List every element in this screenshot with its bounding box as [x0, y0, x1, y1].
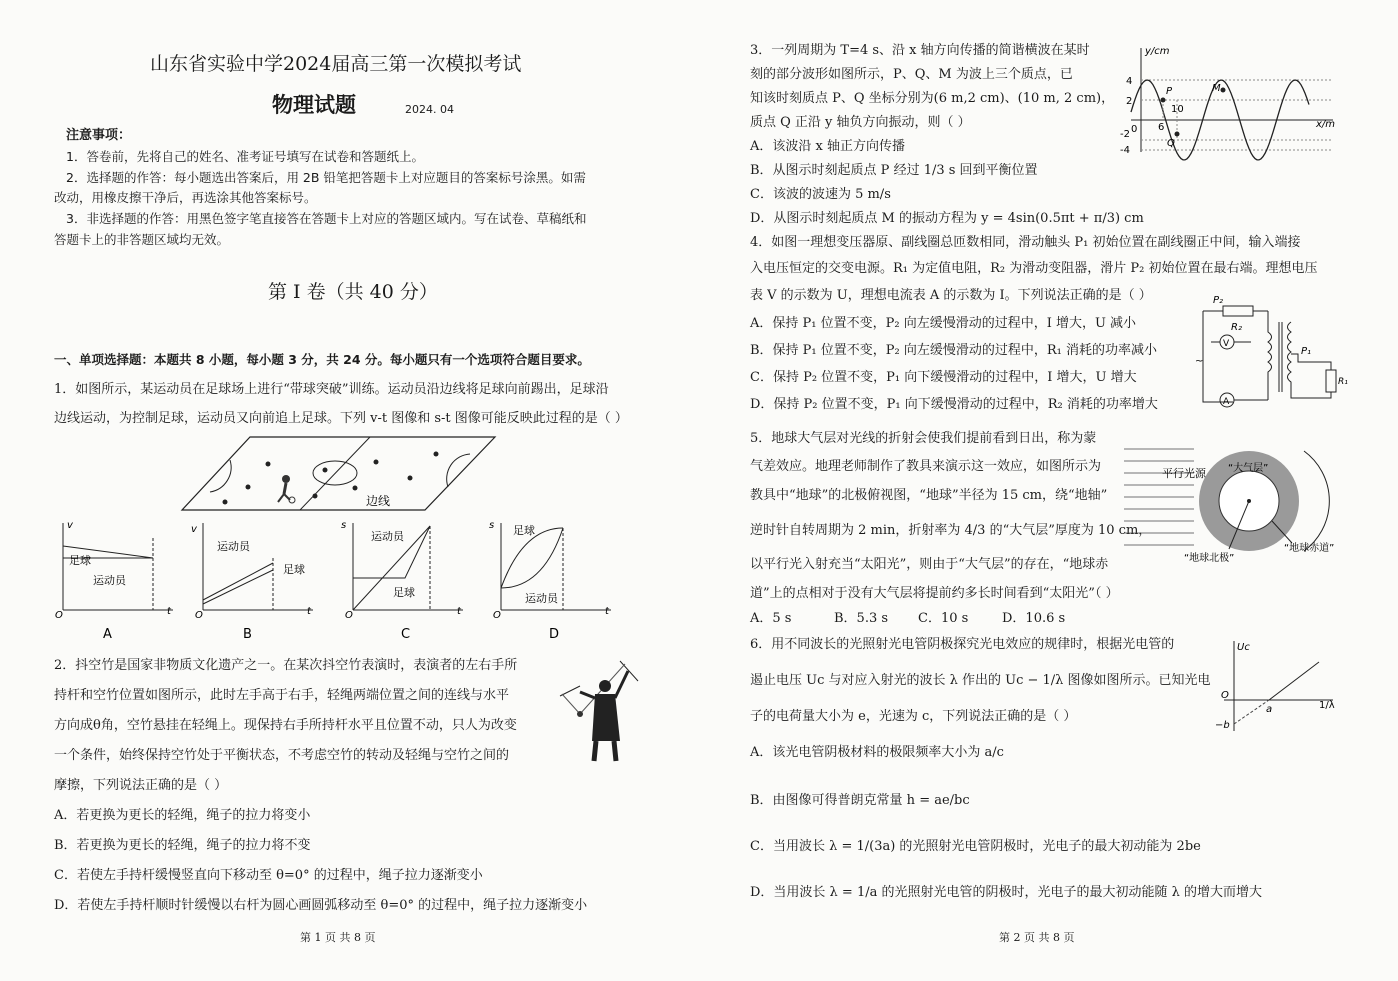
- svg-text:运动员: 运动员: [525, 592, 558, 605]
- atmosphere-figure: [1124, 443, 1364, 568]
- svg-text:R₂: R₂: [1231, 322, 1242, 333]
- svg-text:A: A: [1223, 397, 1230, 407]
- svg-text:足球: 足球: [513, 524, 535, 537]
- svg-text:v: v: [67, 520, 73, 531]
- svg-text:“地球赤道”: “地球赤道”: [1284, 543, 1335, 554]
- q5-option-a: A．5 s: [750, 611, 792, 626]
- svg-text:t: t: [307, 606, 311, 617]
- q6-option-b: B．由图像可得普朗克常量 h = ae/bc: [750, 793, 970, 808]
- q2-line: 摩擦，下列说法正确的是（ ）: [54, 778, 228, 793]
- light-source-label: [1162, 466, 1207, 480]
- graph-c: [341, 520, 463, 642]
- q1-line: 边线运动，为控制足球，运动员又向前追上足球。下列 v-t 图像和 s-t 图像可能反映此过程的是（ ）: [54, 411, 628, 426]
- q5-line: 逆时针自转周期为 2 min，折射率为 4/3 的“大气层”厚度为 10 cm，: [750, 523, 1152, 538]
- svg-text:x/m: x/m: [1316, 119, 1336, 130]
- exam-title: 山东省实验中学2024届高三第一次模拟考试: [150, 53, 522, 75]
- svg-text:~: ~: [1195, 356, 1204, 367]
- resistor-r2: [1223, 306, 1253, 316]
- option-letter: C: [401, 627, 411, 642]
- q5-line: 气差效应。地理老师制作了教具来演示这一效应，如图所示为: [750, 459, 1102, 474]
- q3-option-b: B．从图示时刻起质点 P 经过 1/3 s 回到平衡位置: [750, 163, 1038, 178]
- q6-option-c: C．当用波长 λ = 1/(3a) 的光照射光电管阴极时，光电子的最大初动能为 2be: [750, 839, 1201, 854]
- page-footer: 第 1 页 共 8 页: [300, 931, 376, 944]
- field-outline: [182, 437, 495, 510]
- q2-option-a: A．若更换为更长的轻绳，绳子的拉力将变小: [54, 808, 311, 823]
- player-figure: [278, 475, 295, 503]
- svg-text:O: O: [1221, 690, 1229, 701]
- svg-text:P₂: P₂: [1213, 295, 1224, 306]
- svg-text:R₁: R₁: [1338, 377, 1348, 387]
- graph-d: [489, 520, 611, 642]
- q6-option-a: A．该光电管阴极材料的极限频率大小为 a/c: [750, 745, 1004, 760]
- q5-line: 道”上的点相对于没有大气层将提前约多长时间看到“太阳光”（ ）: [750, 586, 1119, 601]
- q2-option-c: C．若使左手持杆缓慢竖直向下移动至 θ=0° 的过程中，绳子拉力逐渐变小: [54, 868, 483, 883]
- sideline-label: 边线: [366, 494, 391, 508]
- q2-line: 持杆和空竹位置如图所示，此时左手高于右手，轻绳两端位置之间的连线与水平: [54, 688, 510, 703]
- point-m: M: [1212, 83, 1221, 94]
- svg-text:−b: −b: [1215, 720, 1230, 731]
- notice-heading: 注意事项：: [66, 128, 132, 143]
- q2-option-d: D．若使左手持杆顺时针缓慢以右杆为圆心画圆弧移动至 θ=0° 的过程中，绳子拉力逐渐变小: [54, 898, 588, 913]
- q3-line: 知该时刻质点 P、Q 坐标分别为(6 m,2 cm)、(10 m, 2 cm)，: [750, 91, 1115, 106]
- graph-a: [55, 520, 173, 642]
- diabolo-performer-figure: [550, 656, 650, 766]
- svg-text:t: t: [167, 606, 171, 617]
- q2-line: 一个条件，始终保持空竹处于平衡状态，不考虑空竹的转动及轻绳与空竹之间的: [54, 748, 510, 763]
- q6-line: 遏止电压 Uc 与对应入射光的波长 λ 作出的 Uc − 1/λ 图像如图所示。已知光电: [750, 673, 1211, 688]
- q5-option-b: B．5.3 s: [834, 611, 889, 626]
- svg-text:V: V: [1223, 339, 1230, 349]
- q2-option-b: B．若更换为更长的轻绳，绳子的拉力将不变: [54, 838, 311, 853]
- part1-heading: 一、单项选择题：本题共 8 小题，每小题 3 分，共 24 分。每小题只有一个选项符合题目要求。: [54, 352, 590, 367]
- notice-item: 答题卡上的非答题区域均无效。: [54, 232, 230, 247]
- q5-line: 以平行光入射充当“太阳光”，则由于“大气层”的存在，“地球赤: [750, 557, 1109, 572]
- light-source-text: 平行光源: [1162, 467, 1206, 480]
- q4-option-a: A．保持 P₁ 位置不变，P₂ 向左缓慢滑动的过程中，I 增大，U 减小: [750, 316, 1137, 331]
- q1-graphs: [55, 518, 609, 643]
- point-p: P: [1166, 86, 1173, 97]
- q4-option-d: D．保持 P₂ 位置不变，P₁ 向下缓慢滑动的过程中，R₂ 消耗的功率增大: [750, 397, 1158, 412]
- right-arc: [447, 454, 470, 487]
- q3-line: 刻的部分波形如图所示，P、Q、M 为波上三个质点，已: [750, 67, 1073, 82]
- q6-option-d: D．当用波长 λ = 1/a 的光照射光电管的阴极时，光电子的最大初动能随 λ 的增大而增大: [750, 885, 1262, 900]
- svg-text:0: 0: [1131, 124, 1138, 135]
- exam-date: 2024. 04: [405, 103, 454, 116]
- svg-text:2: 2: [1126, 96, 1133, 107]
- svg-text:Uc: Uc: [1237, 642, 1250, 653]
- svg-text:t: t: [457, 606, 461, 617]
- q3-option-d: D．从图示时刻起质点 M 的振动方程为 y = 4sin(0.5πt + π/3) cm: [750, 211, 1144, 226]
- svg-text:-4: -4: [1120, 145, 1130, 156]
- svg-text:运动员: 运动员: [371, 530, 404, 543]
- q5-option-c: C．10 s: [918, 611, 969, 626]
- notice-item: 2．选择题的作答：每小题选出答案后，用 2B 铅笔把答题卡上对应题目的答案标号涂黑。如需: [66, 170, 586, 185]
- q6-line: 6．用不同波长的光照射光电管阴极探究光电效应的规律时，根据光电管的: [750, 637, 1175, 652]
- q3-option-a: A．该波沿 x 轴正方向传播: [750, 139, 905, 154]
- q4-line: 4．如图一理想变压器原、副线圈总匝数相同，滑动触头 P₁ 初始位置在副线圈正中间，输入端接: [750, 235, 1301, 250]
- q5-option-d: D．10.6 s: [1002, 611, 1066, 626]
- wave-graph: [1111, 44, 1341, 156]
- svg-text:-2: -2: [1120, 129, 1130, 140]
- stopping-voltage-graph: [1209, 636, 1339, 736]
- q3-line: 质点 Q 正沿 y 轴负方向振动，则（ ）: [750, 115, 971, 130]
- svg-text:O: O: [55, 610, 63, 621]
- q3-option-c: C．该波的波速为 5 m/s: [750, 187, 891, 202]
- svg-text:足球: 足球: [283, 563, 305, 576]
- svg-text:运动员: 运动员: [93, 574, 126, 587]
- q6-line: 子的电荷量大小为 e，光速为 c，下列说法正确的是（ ）: [750, 709, 1077, 724]
- notice-item: 改动，用橡皮擦干净后，再选涂其他答案标号。: [54, 190, 317, 205]
- q3-line: 3．一列周期为 T=4 s、沿 x 轴方向传播的简谐横波在某时: [750, 43, 1090, 58]
- point-q: Q: [1167, 138, 1175, 149]
- svg-text:t: t: [605, 606, 609, 617]
- exam-page-2: [699, 0, 1398, 981]
- diabolo: [577, 711, 583, 717]
- svg-text:足球: 足球: [393, 586, 415, 599]
- svg-text:运动员: 运动员: [217, 540, 250, 553]
- notice-item: 1．答卷前，先将自己的姓名、准考证号填写在试卷和答题纸上。: [66, 149, 424, 164]
- resistor-r1: [1326, 370, 1336, 392]
- field-midline: [300, 437, 370, 510]
- transformer-circuit: [1193, 292, 1348, 412]
- notice-item: 3．非选择题的作答：用黑色签字笔直接答在答题卡上对应的答题区域内。写在试卷、草稿纸和: [66, 211, 587, 226]
- svg-text:a: a: [1266, 704, 1273, 715]
- q1-line: 1．如图所示，某运动员在足球场上进行“带球突破”训练。运动员沿边线将足球向前踢出，足球沿: [54, 382, 609, 397]
- option-letter: B: [243, 627, 252, 642]
- graph-b: [191, 523, 313, 642]
- svg-text:s: s: [489, 520, 495, 531]
- q2-line: 2．抖空竹是国家非物质文化遗产之一。在某次抖空竹表演时，表演者的左右手所: [54, 658, 518, 673]
- option-letter: D: [549, 627, 560, 642]
- svg-text:O: O: [195, 610, 203, 621]
- uc-line: [1269, 662, 1319, 700]
- svg-text:1/λ: 1/λ: [1319, 700, 1335, 711]
- svg-text:“大气层”: “大气层”: [1228, 463, 1269, 474]
- q4-line: 表 V 的示数为 U，理想电流表 A 的示数为 I。下列说法正确的是（ ）: [750, 288, 1152, 303]
- q2-line: 方向成θ角，空竹悬挂在轻绳上。现保持右手所持杆水平且位置不动，只人为改变: [54, 718, 517, 733]
- svg-text:O: O: [345, 610, 353, 621]
- football-field-figure: [180, 432, 510, 517]
- svg-text:v: v: [191, 524, 197, 535]
- subject-title: 物理试题: [272, 93, 356, 117]
- svg-text:足球: 足球: [69, 554, 91, 567]
- q5-line: 教具中“地球”的北极俯视图，“地球”半径为 15 cm，绕“地轴”: [750, 488, 1108, 503]
- q4-option-b: B．保持 P₁ 位置不变，P₂ 向左缓慢滑动的过程中，R₁ 消耗的功率减小: [750, 343, 1157, 358]
- q4-option-c: C．保持 P₂ 位置不变，P₁ 向下缓慢滑动的过程中，I 增大，U 增大: [750, 370, 1137, 385]
- q5-line: 5．地球大气层对光线的折射会使我们提前看到日出，称为蒙: [750, 431, 1097, 446]
- svg-text:s: s: [341, 520, 347, 531]
- svg-text:10: 10: [1171, 104, 1184, 115]
- svg-text:y/cm: y/cm: [1145, 46, 1170, 57]
- svg-text:“地球北极”: “地球北极”: [1184, 553, 1235, 564]
- option-letter: A: [103, 627, 112, 642]
- svg-text:P₁: P₁: [1301, 346, 1312, 357]
- page-footer: 第 2 页 共 8 页: [999, 931, 1075, 944]
- svg-text:4: 4: [1126, 76, 1133, 87]
- q4-line: 入电压恒定的交变电源。R₁ 为定值电阻，R₂ 为滑动变阻器，滑片 P₂ 初始位置在最右端。理想电压: [750, 261, 1318, 276]
- svg-text:O: O: [493, 610, 501, 621]
- svg-text:6: 6: [1158, 122, 1165, 133]
- rotation-arc: [1304, 451, 1329, 551]
- section-title: 第 I 卷（共 40 分）: [268, 281, 438, 303]
